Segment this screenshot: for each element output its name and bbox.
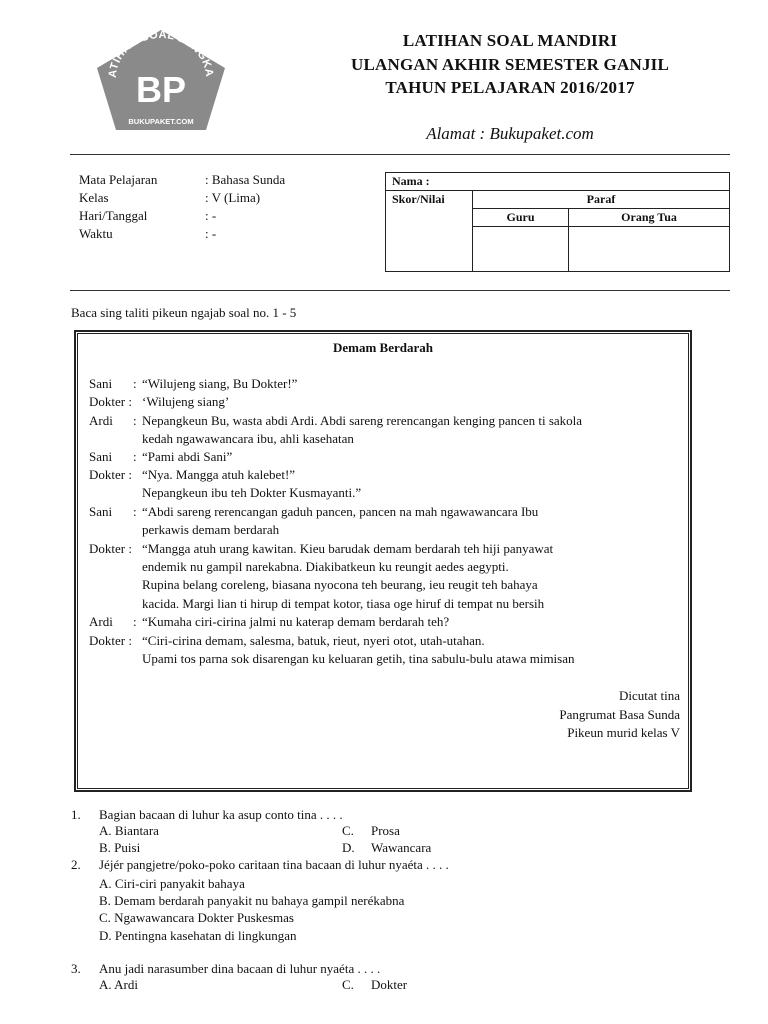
paraf-label: Paraf [473, 191, 730, 209]
speaker: Dokter : [89, 541, 132, 556]
reading-title: Demam Berdarah [332, 340, 433, 355]
dialog-text: perkawis demam berdarah [142, 522, 280, 537]
name-cell[interactable]: Nama : [386, 173, 730, 191]
info-value-subject: : Bahasa Sunda [205, 172, 286, 187]
info-label-date: Hari/Tanggal [79, 208, 148, 223]
header-title-2: ULANGAN AKHIR SEMESTER GANJIL [351, 55, 669, 74]
speaker: Sani [89, 376, 113, 391]
question-1-option-c-letter: C. [342, 823, 354, 838]
dialog-text: “Pami abdi Sani” [142, 449, 233, 464]
info-label-class: Kelas [79, 190, 109, 205]
dialog-text: “Wilujeng siang, Bu Dokter!” [142, 376, 298, 391]
dialog-text: Upami tos parna sok disarengan ku keluaran getih, tina sabulu-bulu atawa mimisan [142, 651, 575, 666]
question-3-number: 3. [71, 961, 81, 976]
info-label-time: Waktu [79, 226, 113, 241]
header-address: Alamat : Bukupaket.com [426, 124, 594, 143]
header-title-1: LATIHAN SOAL MANDIRI [402, 31, 618, 50]
info-value-time: : - [205, 226, 217, 241]
logo [94, 28, 228, 132]
speaker: Dokter : [89, 467, 132, 482]
dialog-text: endemik nu gampil narekabna. Diakibatkeun ku reungit aedes aegypti. [142, 559, 509, 574]
question-1-option-d[interactable]: Wawancara [371, 840, 432, 855]
dialog-text: ‘Wilujeng siang’ [142, 394, 230, 409]
logo-pentagon [94, 28, 228, 132]
dialog-text: “Abdi sareng rerencangan gaduh pancen, pancen na mah ngawawancara Ibu [142, 504, 539, 519]
speaker-colon: : [133, 504, 137, 519]
question-2-number: 2. [71, 857, 81, 872]
speaker-colon: : [133, 449, 137, 464]
dialog-text: kacida. Margi lian ti hirup di tempat kotor, tiasa oge hiruf di tempat nu bersih [142, 596, 545, 611]
info-value-class: : V (Lima) [205, 190, 261, 205]
divider-middle [70, 290, 730, 291]
info-value-date: : - [205, 208, 217, 223]
source-line-3: Pikeun murid kelas V [567, 725, 680, 740]
guru-label: Guru [473, 209, 569, 227]
guru-signature-cell[interactable] [473, 227, 569, 272]
speaker: Ardi [89, 413, 113, 428]
source-line-2: Pangrumat Basa Sunda [559, 707, 680, 722]
question-2-option-a[interactable]: A. Ciri-ciri panyakit bahaya [99, 876, 245, 891]
speaker-colon: : [133, 376, 137, 391]
dialog-text: kedah ngawawancara ibu, ahli kasehatan [142, 431, 354, 446]
logo-site: BUKUPAKET.COM [128, 117, 194, 126]
question-3-option-c[interactable]: Dokter [371, 977, 408, 992]
question-3-text: Anu jadi narasumber dina bacaan di luhur nyaéta . . . . [99, 961, 381, 976]
question-2-option-b[interactable]: B. Demam berdarah panyakit nu bahaya gampil nerékabna [99, 893, 405, 908]
dialog-text: “Ciri-cirina demam, salesma, batuk, rieut, nyeri otot, utah-utahan. [142, 633, 485, 648]
dialog-text: “Kumaha ciri-cirina jalmi nu katerap demam berdarah teh? [142, 614, 450, 629]
dialog-text: Nepangkeun ibu teh Dokter Kusmayanti.” [142, 485, 362, 500]
instruction-text: Baca sing taliti pikeun ngajab soal no. 1 - 5 [71, 305, 297, 320]
divider-top [70, 154, 730, 155]
source-line-1: Dicutat tina [618, 688, 680, 703]
dialog-text: Rupina belang coreleng, biasana nyocona teh beurang, ieu reugit teh bahaya [142, 577, 538, 592]
info-label-subject: Mata Pelajaran [79, 172, 158, 187]
question-3-option-a[interactable]: A. Ardi [99, 977, 138, 992]
question-2-option-c[interactable]: C. Ngawawancara Dokter Puskesmas [99, 910, 294, 925]
orang-tua-signature-cell[interactable] [569, 227, 730, 272]
question-1-option-a[interactable]: A. Biantara [99, 823, 159, 838]
question-2-text: Jéjér pangjetre/poko-poko caritaan tina bacaan di luhur nyaéta . . . . [99, 857, 449, 872]
speaker: Dokter : [89, 394, 132, 409]
question-1-option-c[interactable]: Prosa [371, 823, 400, 838]
question-1-text: Bagian bacaan di luhur ka asup conto tina . . . . [99, 807, 343, 822]
score-table [385, 172, 730, 272]
orang-tua-label: Orang Tua [569, 209, 730, 227]
speaker: Ardi [89, 614, 113, 629]
question-3-option-c-letter: C. [342, 977, 354, 992]
speaker: Dokter : [89, 633, 132, 648]
speaker-colon: : [133, 614, 137, 629]
speaker-colon: : [133, 413, 137, 428]
score-label: Skor/Nilai [386, 191, 473, 272]
question-1-option-b[interactable]: B. Puisi [99, 840, 141, 855]
dialog-text: “Nya. Mangga atuh kalebet!” [142, 467, 296, 482]
dialog-text: Nepangkeun Bu, wasta abdi Ardi. Abdi sareng rerencangan kenging pancen ti sakola [142, 413, 583, 428]
speaker: Sani [89, 449, 113, 464]
logo-letters: BP [135, 69, 187, 110]
logo-arc-text: ATIHAN SOAL LENGKA [106, 28, 216, 79]
question-1-number: 1. [71, 807, 81, 822]
dialog-text: “Mangga atuh urang kawitan. Kieu barudak demam berdarah teh hiji panyawat [142, 541, 554, 556]
header-title-3: TAHUN PELAJARAN 2016/2017 [385, 78, 635, 97]
question-1-option-d-letter: D. [342, 840, 355, 855]
question-2-option-d[interactable]: D. Pentingna kasehatan di lingkungan [99, 928, 297, 943]
speaker: Sani [89, 504, 113, 519]
